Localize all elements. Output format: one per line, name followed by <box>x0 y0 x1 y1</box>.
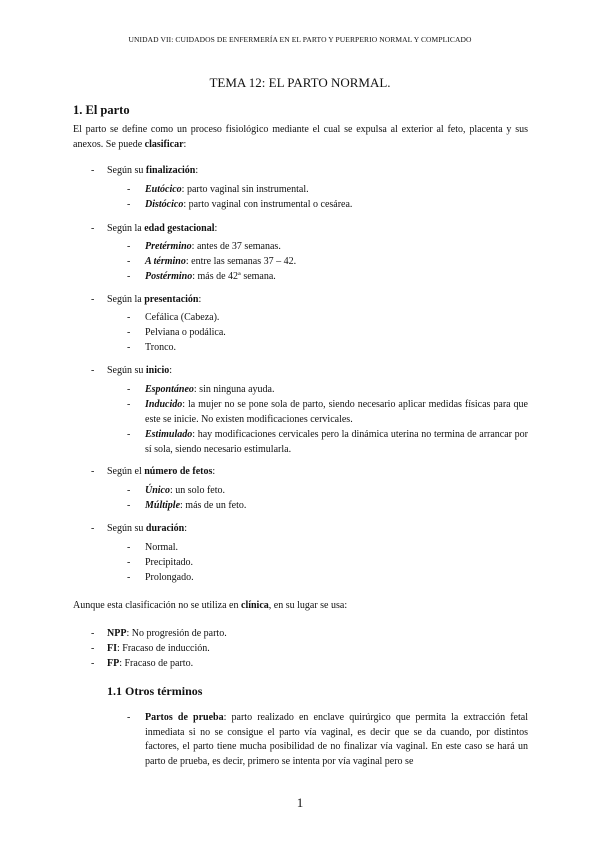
item-text: : sin ninguna ayuda. <box>193 384 275 395</box>
bullet-dash: - <box>91 466 95 477</box>
group-heading-presentacion: Según la presentación: <box>107 294 202 305</box>
bullet-dash: - <box>127 500 131 511</box>
list-item <box>145 484 225 498</box>
group-key: número de fetos <box>144 466 213 477</box>
item-term: FI <box>107 643 117 654</box>
list-item <box>145 270 276 284</box>
item-term: NPP <box>107 628 127 639</box>
list-item: Pelviana o podálica. <box>145 327 226 338</box>
item-text: : antes de 37 semanas. <box>191 241 281 252</box>
group-key: edad gestacional <box>144 223 215 234</box>
group-key: presentación <box>144 294 199 305</box>
group-pre: Según su <box>107 523 146 534</box>
bullet-dash: - <box>91 628 95 639</box>
list-item <box>145 255 296 269</box>
page-number: 1 <box>296 795 304 810</box>
item-term: Inducido <box>145 399 183 410</box>
list-item <box>145 428 528 457</box>
section-heading-parto: 1. El parto <box>73 103 130 117</box>
bullet-dash: - <box>127 199 131 210</box>
bullet-dash: - <box>127 256 131 267</box>
item-term: Único <box>145 485 170 496</box>
bullet-dash: - <box>91 643 95 654</box>
clinical-bold: clínica <box>241 600 269 611</box>
page-title: TEMA 12: EL PARTO NORMAL. <box>209 75 391 90</box>
group-heading-inicio: Según su inicio: <box>107 365 173 376</box>
list-item <box>145 499 246 513</box>
group-heading-duracion: Según su duración: <box>107 523 188 534</box>
group-key: duración <box>145 523 185 534</box>
intro-bold-term: clasificar <box>144 139 184 150</box>
item-text: : más de un feto. <box>180 500 247 511</box>
item-term: Postérmino <box>145 271 193 282</box>
list-item <box>145 198 352 212</box>
item-term: Distócico <box>145 199 184 210</box>
group-pre: Según su <box>107 165 146 176</box>
list-item <box>107 627 227 641</box>
group-pre: Según la <box>107 294 145 305</box>
item-text: : Fracaso de parto. <box>119 658 194 669</box>
item-text: : parto vaginal con instrumental o cesárea. <box>183 199 353 210</box>
intro-paragraph <box>73 122 528 152</box>
subsection-heading-otros-terminos: 1.1 Otros términos <box>107 684 203 698</box>
intro-text: El parto se define como un proceso fisiológico mediante el cual se expulsa al exterior al feto, placenta y sus anexos. Se puede <box>73 124 528 150</box>
list-item <box>107 657 193 671</box>
item-term: A término <box>145 256 186 267</box>
bullet-dash: - <box>127 429 131 440</box>
list-item <box>145 711 528 769</box>
item-text: : entre las semanas 37 – 42. <box>185 256 297 267</box>
group-key: inicio <box>145 365 170 376</box>
bullet-dash: - <box>91 523 95 534</box>
item-text: : No progresión de parto. <box>126 628 227 639</box>
bullet-dash: - <box>91 223 95 234</box>
group-heading-edad-gestacional: Según la edad gestacional: <box>107 223 218 234</box>
clinical-post: , en su lugar se usa: <box>268 600 348 611</box>
clinical-note <box>73 599 347 613</box>
bullet-dash: - <box>127 712 131 723</box>
item-text: : un solo feto. <box>170 485 225 496</box>
item-term: FP <box>107 658 120 669</box>
list-item: Tronco. <box>145 342 177 353</box>
group-pre: Según su <box>107 365 146 376</box>
intro-colon: : <box>183 139 187 150</box>
item-text: : la mujer no se pone sola de parto, siendo necesario aplicar medidas físicas para que este se inicie. No existen modificaciones cervicales. <box>145 399 528 425</box>
group-pre: Según el <box>107 466 145 477</box>
list-item <box>107 642 210 656</box>
item-text: : Fracaso de inducción. <box>117 643 210 654</box>
bullet-dash: - <box>127 342 131 353</box>
list-item: Normal. <box>145 542 179 553</box>
group-heading-numero-fetos: Según el número de fetos: <box>107 466 216 477</box>
bullet-dash: - <box>127 485 131 496</box>
bullet-dash: - <box>91 658 95 669</box>
list-item <box>145 240 281 254</box>
bullet-dash: - <box>127 327 131 338</box>
item-term: Eutócico <box>145 184 182 195</box>
bullet-dash: - <box>127 542 131 553</box>
list-item <box>145 183 309 197</box>
bullet-dash: - <box>127 399 131 410</box>
bullet-dash: - <box>127 241 131 252</box>
bullet-dash: - <box>127 384 131 395</box>
list-item <box>145 398 528 427</box>
item-text: : hay modificaciones cervicales pero la dinámica uterina no termina de arrancar por sí sola, siendo necesario estimularla. <box>145 429 528 455</box>
list-item: Cefálica (Cabeza). <box>145 312 220 323</box>
group-heading-finalizacion: Según su finalización: <box>107 165 199 176</box>
group-key: finalización <box>145 165 196 176</box>
item-term: Espontáneo <box>145 384 194 395</box>
list-item <box>145 383 274 397</box>
bullet-dash: - <box>91 365 95 376</box>
item-text: : parto vaginal sin instrumental. <box>181 184 309 195</box>
item-text: : más de 42ª semana. <box>192 271 276 282</box>
item-term: Partos de prueba <box>145 712 224 723</box>
item-term: Pretérmino <box>145 241 192 252</box>
bullet-dash: - <box>127 271 131 282</box>
clinical-pre: Aunque esta clasificación no se utiliza en <box>73 600 241 611</box>
bullet-dash: - <box>127 312 131 323</box>
bullet-dash: - <box>127 572 131 583</box>
running-header: UNIDAD VII: CUIDADOS DE ENFERMERÍA EN EL PARTO Y PUERPERIO NORMAL Y COMPLICADO <box>128 35 472 44</box>
list-item: Precipitado. <box>145 557 194 568</box>
list-item: Prolongado. <box>145 572 194 583</box>
bullet-dash: - <box>127 557 131 568</box>
item-term: Múltiple <box>145 500 181 511</box>
item-term: Estimulado <box>145 429 193 440</box>
item-text: : parto realizado en enclave quirúrgico que permita la extracción fetal inmediata si no se consigue el parto vía vaginal, es decir que se da cuando, por distintos factores, el parto tiene mucha posibilidad de no finalizar vía vaginal. En este caso se hará un parto de prueba, es decir, primero se intenta por vía vaginal pero se <box>145 712 528 767</box>
bullet-dash: - <box>91 165 95 176</box>
group-pre: Según la <box>107 223 145 234</box>
bullet-dash: - <box>127 184 131 195</box>
bullet-dash: - <box>91 294 95 305</box>
